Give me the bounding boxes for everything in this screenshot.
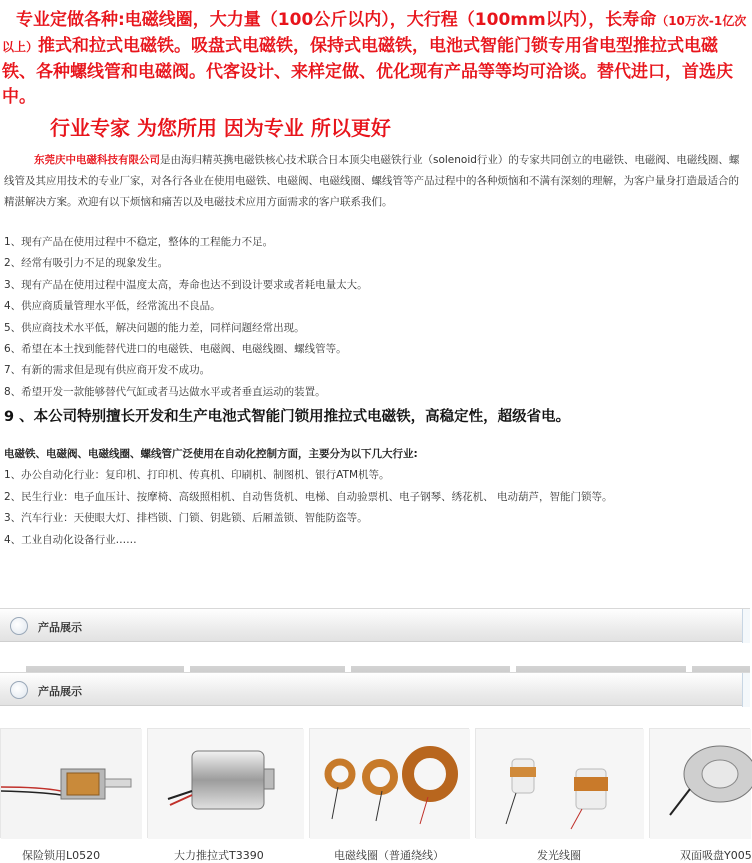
company-name: 东莞庆中电磁科技有限公司	[34, 154, 160, 166]
list-item: 2、经常有吸引力不足的现象发生。	[4, 257, 169, 270]
list-item: 5、供应商技术水平低，解决问题的能力差，同样问题经常出现。	[4, 321, 305, 334]
product-caption[interactable]: 发光线圈	[537, 849, 581, 862]
product-caption[interactable]: 保险锁用L0520	[22, 849, 101, 862]
circle-icon	[10, 617, 28, 635]
list-item: 3、现有产品在使用过程中温度太高，寿命也达不到设计要求或者耗电量太大。	[4, 278, 368, 291]
list-item: 8、希望开发一款能够替代气缸或者马达做水平或者垂直运动的装置。	[4, 385, 326, 398]
list-item: 3、汽车行业：天使眼大灯、排档锁、门锁、钥匙锁、后厢盖锁、智能防盗等。	[4, 512, 368, 525]
product-photo-solenoid-small[interactable]	[0, 728, 141, 838]
list-item: 1、现有产品在使用过程中不稳定，整体的工程能力不足。	[4, 236, 274, 248]
intro-text	[2, 8, 748, 110]
company-intro	[4, 150, 744, 213]
list-item: 4、工业自动化设备行业……	[4, 533, 137, 546]
highlight-item: 9 、本公司特别擅长开发和生产电池式智能门锁用推拉式电磁铁，高稳定性，超级省电。	[4, 409, 571, 426]
bar-edge	[742, 609, 750, 643]
product-caption[interactable]: 大力推拉式T3390	[174, 849, 264, 862]
intro-lifespan-note: （10万次-1亿次以上）	[2, 14, 747, 54]
product-photo-holding-magnet[interactable]	[649, 728, 750, 838]
company-description: 是由海归精英携电磁铁核心技术联合日本顶尖电磁铁行业（solenoid行业）的专家共同创立的电磁铁、电磁阀、电磁线圈、螺线管及其应用技术的专业厂家，对各行各业在使用电磁铁、电磁阀、电磁线圈、螺线管等产品过程中的各种烦恼和不满有深刻的理解，为客户量身打造最适合的精湛解决方案。欢迎有以下烦恼和痛苦以及电磁技术应用方面需求的客户联系我们。	[4, 154, 740, 208]
intro-line1: 专业定做各种:电磁线圈，大力量（100公斤以内），大行程（100mm以内），长寿命	[16, 10, 657, 30]
usage-heading: 电磁铁、电磁阀、电磁线圈、螺线管广泛使用在自动化控制方面，主要分为以下几大行业:	[4, 448, 418, 460]
circle-icon	[10, 681, 28, 699]
product-photo-push-pull[interactable]	[147, 728, 303, 838]
section-title: 产品展示	[38, 685, 82, 698]
product-gallery	[0, 728, 752, 862]
product-photo-coils[interactable]	[309, 728, 469, 838]
product-photo-luminous-coil[interactable]	[475, 728, 643, 838]
intro-line2: 推式和拉式电磁铁。吸盘式电磁铁，保持式电磁铁，电池式智能门锁专用省电型推拉式电磁铁、各种螺线管和电磁阀。代客设计、来样定做、优化现有产品等等均可洽谈。替代进口，首选庆中。	[2, 36, 733, 107]
list-item: 7、有新的需求但是现有供应商开发不成功。	[4, 364, 211, 377]
product-caption[interactable]: 双面吸盘Y005	[680, 849, 752, 862]
product-caption[interactable]: 电磁线圈（普通绕线）	[334, 849, 444, 862]
intro-block	[2, 8, 748, 110]
list-item: 6、希望在本土找到能替代进口的电磁铁、电磁阀、电磁线圈、螺线管等。	[4, 343, 347, 356]
bar-edge	[742, 673, 750, 707]
section-bar-products-2[interactable]	[0, 672, 750, 706]
section-title: 产品展示	[38, 621, 82, 634]
list-item: 2、民生行业：电子血压计、按摩椅、高级照相机、自动售货机、电梯、自动验票机、电子钢琴、绣花机、 电动葫芦，智能门锁等。	[4, 490, 613, 503]
slogan: 行业专家 为您所用 因为专业 所以更好	[50, 116, 391, 140]
list-item: 4、供应商质量管理水平低，经常流出不良品。	[4, 300, 221, 313]
section-bar-products[interactable]	[0, 608, 750, 642]
list-item: 1、办公自动化行业：复印机、打印机、传真机、印刷机、制图机、银行ATM机等。	[4, 469, 390, 481]
problem-list	[4, 232, 744, 429]
industry-usage	[4, 444, 744, 551]
